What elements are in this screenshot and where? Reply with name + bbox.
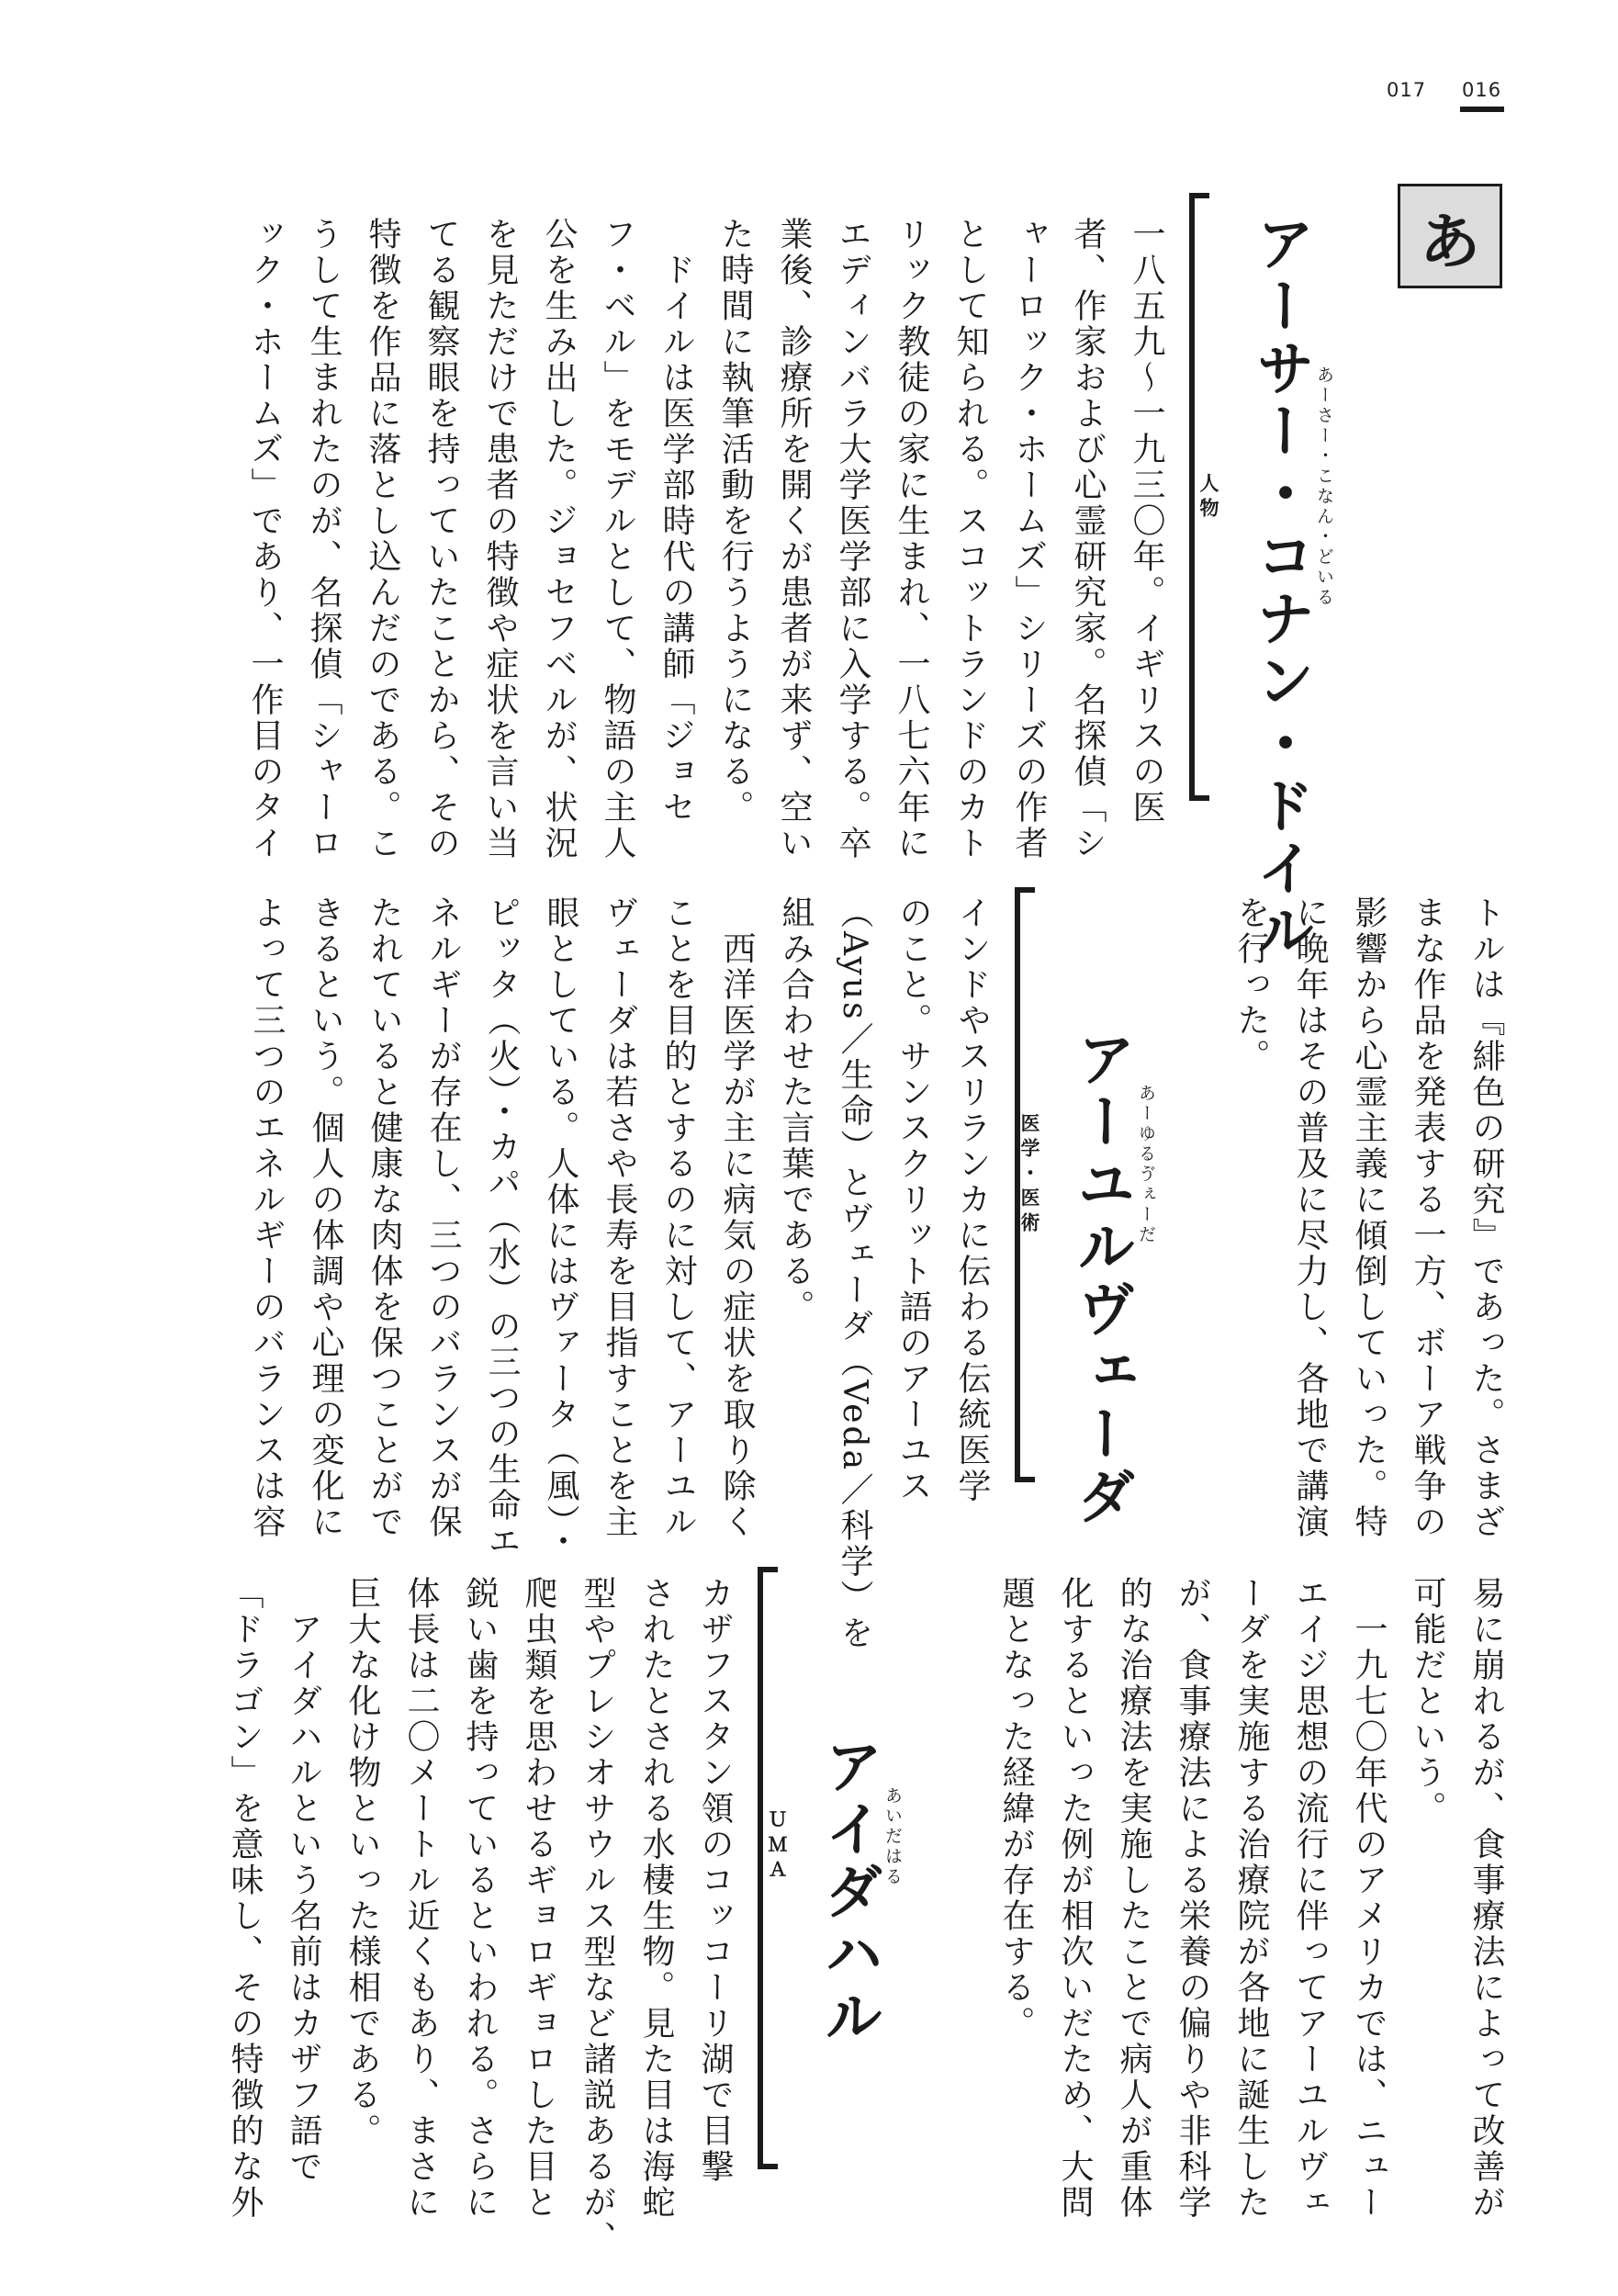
entry2-line: 組み合わせた言葉である。 bbox=[777, 895, 815, 1325]
entry2-line: ーダを実施する治療院が各地に誕生した bbox=[1232, 1576, 1270, 2221]
entry3-line: 巨大な化け物といった様相である。 bbox=[343, 1576, 381, 2149]
entry2-line: 可能だという。 bbox=[1409, 1576, 1446, 1827]
entry2-line: ネルギーが存在し、三つのバランスが保 bbox=[424, 895, 462, 1540]
entry3-body-col1 bbox=[211, 1576, 744, 2257]
entry2-line: 西洋医学が主に病気の症状を取り除く bbox=[718, 895, 756, 1540]
entry1-line: 業後、診療所を開くが患者が来ず、空い bbox=[775, 217, 813, 861]
entry1-line: 影響から心霊主義に傾倒していった。特 bbox=[1350, 895, 1388, 1540]
entry2-line: エイジ思想の流行に伴ってアーユルヴェ bbox=[1291, 1576, 1329, 2221]
entry3-line: 「ドラゴン」を意味し、その特徴的な外 bbox=[226, 1576, 264, 2221]
entry2-line: （Ayus／生命）とヴェーダ（Veda／科学）を bbox=[836, 895, 873, 1652]
entry3-line: カザフスタン領のコッコーリ湖で目撃 bbox=[696, 1576, 734, 2185]
page-number-left: 017 bbox=[1387, 79, 1427, 101]
entry2-line: ヴェーダは若さや長寿を目指すことを主 bbox=[601, 895, 638, 1540]
entry1-line: トルは『緋色の研究』であった。さまざ bbox=[1467, 895, 1505, 1540]
entry2-title: アーユルヴェーダ bbox=[1067, 1029, 1136, 1528]
entry1-line: てる観察眼を持っていたことから、その bbox=[422, 217, 460, 861]
entry1-line: ャーロック・ホームズ」シリーズの作者 bbox=[1010, 217, 1048, 861]
entry2-line: 題となった経緯が存在する。 bbox=[997, 1576, 1035, 2042]
entry1-line: 者、作家および心霊研究家。名探偵「シ bbox=[1069, 217, 1107, 861]
entry2-line: きるという。個人の体調や心理の変化に bbox=[307, 895, 344, 1540]
entry1-body-col2 bbox=[1203, 895, 1515, 1540]
entry2-line: インドやスリランカに伝わる伝統医学 bbox=[953, 895, 991, 1504]
page-number-right: 016 bbox=[1462, 79, 1502, 101]
entry1-line: た時間に執筆活動を行うようになる。 bbox=[716, 217, 754, 826]
entry1-line: ック・ホームズ」であり、一作目のタイ bbox=[246, 217, 284, 861]
entry3-line: 鋭い歯を持っているといわれる。さらに bbox=[461, 1576, 499, 2221]
entry1-reading: あーさー・こなん・どいる bbox=[1314, 366, 1334, 608]
entry3-reading: あいだはる bbox=[882, 1786, 903, 1887]
entry1-category: 人物 bbox=[1197, 473, 1219, 523]
entry3-line: 爬虫類を思わせるギョロギョロした目と bbox=[520, 1576, 557, 2221]
entry2-body-col2 bbox=[983, 1576, 1515, 2221]
entry2-category: 医学・医術 bbox=[1018, 1113, 1040, 1237]
entry1-line: を行った。 bbox=[1232, 895, 1270, 1075]
entry1-line: フ・ベル」をモデルとして、物語の主人 bbox=[599, 217, 636, 861]
entry2-line: ことを目的とするのに対して、アーユル bbox=[659, 895, 697, 1540]
entry1-line: うして生まれたのが、名探偵「シャーロ bbox=[305, 217, 343, 861]
entry2-line: 化するといった例が相次いだため、大問 bbox=[1056, 1576, 1094, 2221]
entry2-line: 的な治療法を実施したことで病人が重体 bbox=[1115, 1576, 1152, 2221]
entry1-line: ドイルは医学部時代の講師「ジョセ bbox=[657, 217, 695, 826]
entry1-line: まな作品を発表する一方、ボーア戦争の bbox=[1409, 895, 1446, 1540]
entry1-line: 公を生み出した。ジョセフベルが、状況 bbox=[540, 217, 578, 861]
entry2-line: 易に崩れるが、食事療法によって改善が bbox=[1467, 1576, 1505, 2221]
entry3-line: 型やプレシオサウルス型など諸説あるが、 bbox=[579, 1576, 616, 2257]
entry2-line: のこと。サンスクリット語のアーユス bbox=[894, 895, 932, 1504]
entry1-line: として知られる。スコットランドのカト bbox=[951, 217, 989, 861]
entry2-line: が、食事療法による栄養の偏りや非科学 bbox=[1174, 1576, 1211, 2221]
entry1-body-col1 bbox=[211, 217, 1175, 861]
page-number-rule bbox=[1460, 107, 1504, 112]
entry2-line: 一九七〇年代のアメリカでは、ニュー bbox=[1350, 1576, 1388, 2221]
entry1-line: を見ただけで患者の特徴や症状を言い当 bbox=[481, 217, 519, 861]
entry1-line: 特徴を作品に落とし込んだのである。こ bbox=[364, 217, 401, 861]
entry2-line: よって三つのエネルギーのバランスは容 bbox=[248, 895, 286, 1540]
entry3-line: されたとされる水棲生物。見た目は海蛇 bbox=[637, 1576, 675, 2221]
entry3-title: アイダハル bbox=[815, 1736, 883, 2048]
entry1-line: に晩年はその普及に尽力し、各地で講演 bbox=[1291, 895, 1329, 1540]
entry3-line: アイダハルという名前はカザフ語で bbox=[285, 1576, 322, 2185]
entry1-line: リック教徒の家に生まれ、一八七六年に bbox=[893, 217, 930, 861]
entry1-line: エディンバラ大学医学部に入学する。卒 bbox=[834, 217, 871, 861]
entry2-body-col1 bbox=[211, 895, 1001, 1652]
entry2-line: ピッタ（火）・カパ（水）の三つの生命エ bbox=[483, 895, 521, 1559]
section-kana-box: あ bbox=[1398, 184, 1502, 288]
entry1-line: 一八五九～一九三〇年。イギリスの医 bbox=[1128, 217, 1165, 826]
entry2-line: たれていると健康な肉体を保つことがで bbox=[365, 895, 403, 1540]
entry2-line: 眼としている。人体にはヴァータ（風）・ bbox=[542, 895, 579, 1559]
entry3-line: 体長は二〇メートル近くもあり、まさに bbox=[402, 1576, 440, 2221]
entry1-title: アーサー・コナン・ドイル bbox=[1246, 213, 1315, 962]
entry2-reading: あーゆるゔぇーだ bbox=[1136, 1084, 1156, 1245]
entry3-category: ＵＭＡ bbox=[766, 1809, 788, 1884]
